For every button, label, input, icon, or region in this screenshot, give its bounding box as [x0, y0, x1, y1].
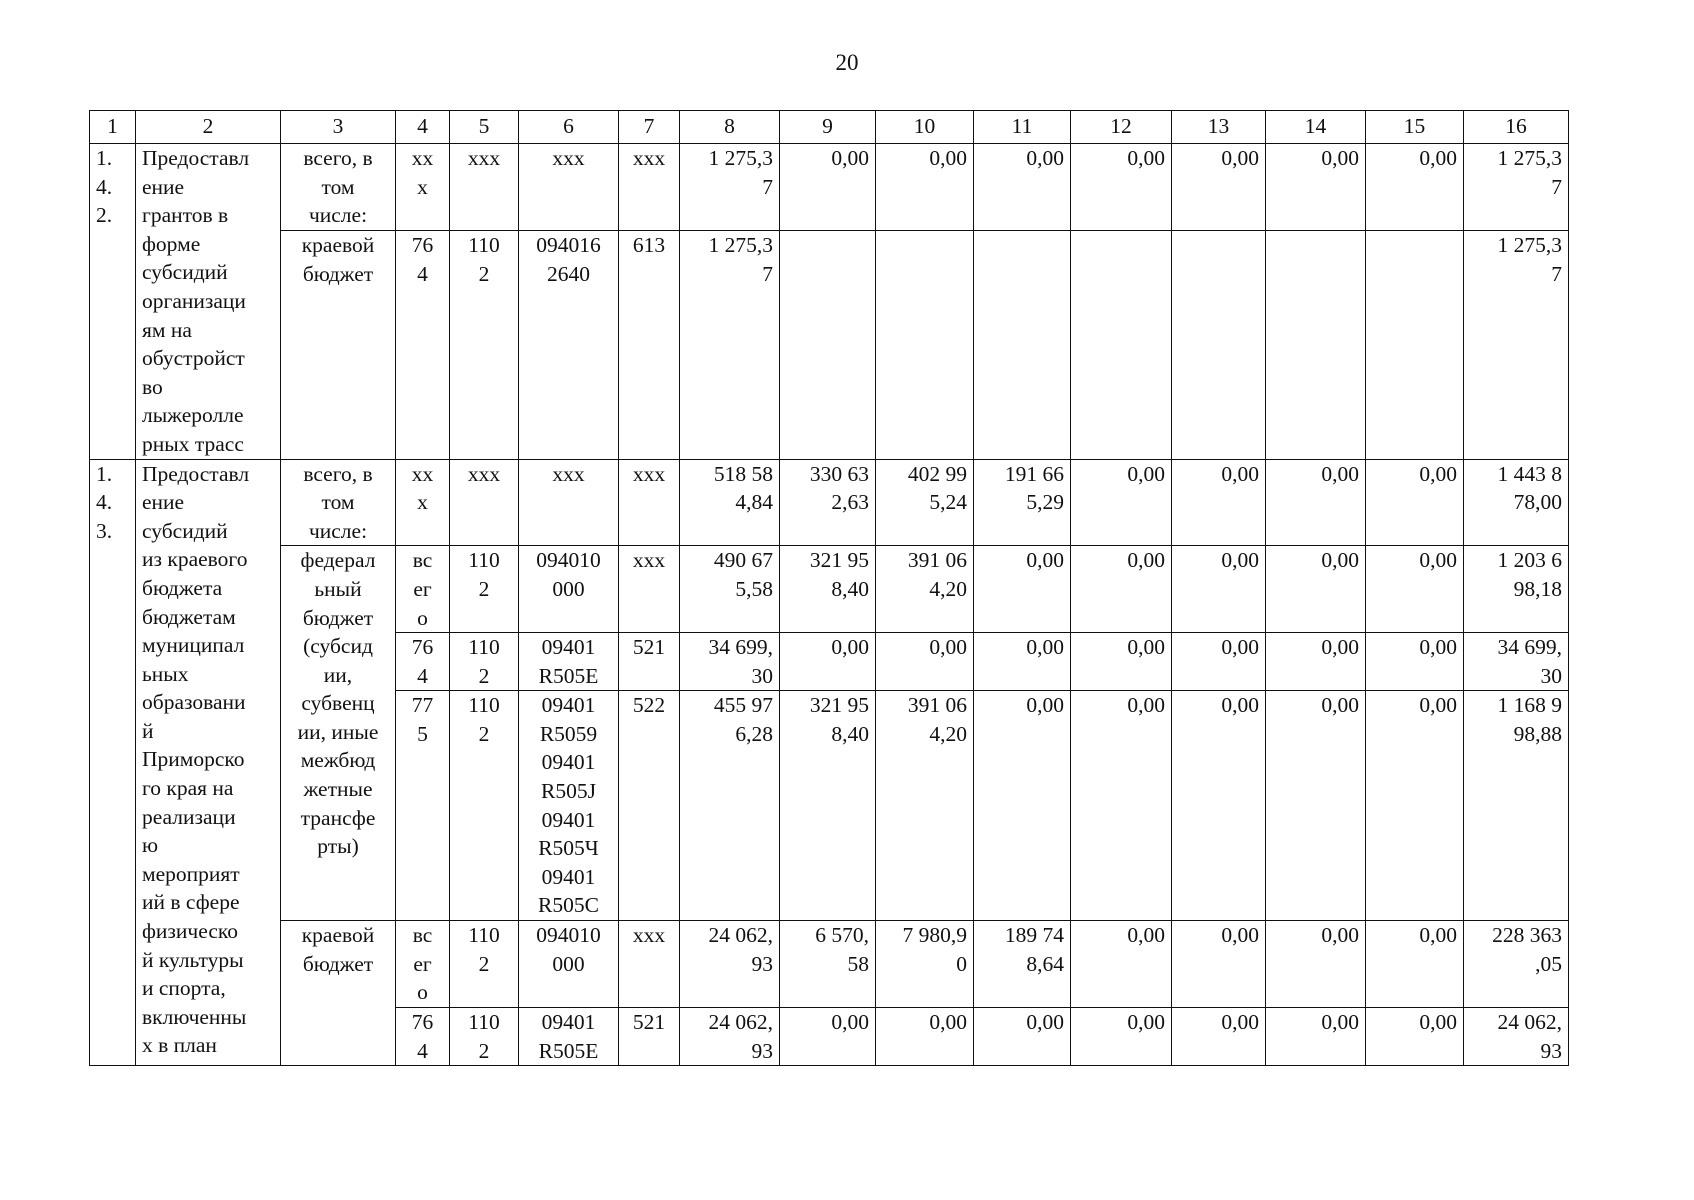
- cell-col16: 24 062, 93: [1464, 1008, 1569, 1066]
- cell-col15: [1366, 231, 1464, 459]
- cell-col9: 0,00: [780, 1008, 876, 1066]
- cell-col8: 455 97 6,28: [680, 691, 780, 921]
- header-row: [90, 111, 1569, 144]
- cell-col8: 24 062, 93: [680, 921, 780, 1008]
- cell-col11: 0,00: [974, 144, 1071, 231]
- cell-col4: 76 4: [396, 1008, 450, 1066]
- cell-col8: 1 275,3 7: [680, 231, 780, 459]
- cell-col6: 094010 000: [519, 921, 619, 1008]
- cell-col5: 110 2: [450, 633, 519, 691]
- table-row: [90, 459, 1569, 546]
- cell-col15: 0,00: [1366, 459, 1464, 546]
- header-cell: 9: [780, 111, 876, 144]
- cell-col8: 1 275,3 7: [680, 144, 780, 231]
- cell-col9: 321 95 8,40: [780, 691, 876, 921]
- header-cell: 6: [519, 111, 619, 144]
- cell-col7: ххх: [619, 921, 680, 1008]
- cell-col9: 0,00: [780, 144, 876, 231]
- cell-col13: 0,00: [1172, 1008, 1266, 1066]
- cell-col12: 0,00: [1071, 144, 1172, 231]
- cell-col5: ххх: [450, 459, 519, 546]
- item-number: 1. 4. 2.: [90, 144, 136, 460]
- cell-col15: 0,00: [1366, 691, 1464, 921]
- cell-col12: [1071, 231, 1172, 459]
- cell-col15: 0,00: [1366, 144, 1464, 231]
- cell-col10: 0,00: [876, 144, 974, 231]
- header-cell: 4: [396, 111, 450, 144]
- header-cell: 16: [1464, 111, 1569, 144]
- cell-col5: ххх: [450, 144, 519, 231]
- header-cell: 2: [136, 111, 281, 144]
- cell-col13: 0,00: [1172, 921, 1266, 1008]
- header-cell: 1: [90, 111, 136, 144]
- cell-col5: 110 2: [450, 921, 519, 1008]
- header-cell: 3: [281, 111, 396, 144]
- cell-col15: 0,00: [1366, 546, 1464, 633]
- cell-col14: 0,00: [1266, 633, 1366, 691]
- cell-col12: 0,00: [1071, 1008, 1172, 1066]
- cell-col6: 094016 2640: [519, 231, 619, 459]
- cell-col6: ххх: [519, 459, 619, 546]
- cell-col10: 0,00: [876, 1008, 974, 1066]
- table-row: [90, 144, 1569, 231]
- cell-col9: [780, 231, 876, 459]
- cell-col15: 0,00: [1366, 921, 1464, 1008]
- cell-col10: 0,00: [876, 633, 974, 691]
- item-number: 1. 4. 3.: [90, 459, 136, 1066]
- cell-col4: хх х: [396, 459, 450, 546]
- item-name: Предоставл ение грантов в форме субсидий организаци ям на обустройст во лыжеролле рных трасс: [136, 144, 281, 460]
- cell-col10: 402 99 5,24: [876, 459, 974, 546]
- cell-col14: 0,00: [1266, 1008, 1366, 1066]
- cell-col14: 0,00: [1266, 546, 1366, 633]
- cell-col11: 191 66 5,29: [974, 459, 1071, 546]
- table-row: [90, 921, 1569, 1008]
- cell-col6: 09401 R505E: [519, 1008, 619, 1066]
- cell-col7: 521: [619, 633, 680, 691]
- cell-col14: 0,00: [1266, 459, 1366, 546]
- cell-col13: 0,00: [1172, 691, 1266, 921]
- cell-col16: 1 275,3 7: [1464, 231, 1569, 459]
- cell-col11: 0,00: [974, 691, 1071, 921]
- funding-source: краевой бюджет: [281, 921, 396, 1066]
- cell-col6: 09401 R5059 09401 R505J 09401 R505Ч 09401 R505C: [519, 691, 619, 921]
- table-row: [90, 546, 1569, 633]
- cell-col12: 0,00: [1071, 691, 1172, 921]
- cell-col5: 110 2: [450, 1008, 519, 1066]
- cell-col12: 0,00: [1071, 633, 1172, 691]
- cell-col5: 110 2: [450, 691, 519, 921]
- cell-col4: хх х: [396, 144, 450, 231]
- cell-col12: 0,00: [1071, 921, 1172, 1008]
- header-cell: 13: [1172, 111, 1266, 144]
- cell-col7: 521: [619, 1008, 680, 1066]
- header-cell: 12: [1071, 111, 1172, 144]
- cell-col11: 0,00: [974, 1008, 1071, 1066]
- header-cell: 15: [1366, 111, 1464, 144]
- cell-col5: 110 2: [450, 546, 519, 633]
- cell-col16: 1 275,3 7: [1464, 144, 1569, 231]
- cell-col16: 1 168 9 98,88: [1464, 691, 1569, 921]
- cell-col4: 76 4: [396, 231, 450, 459]
- cell-col15: 0,00: [1366, 1008, 1464, 1066]
- funding-source: краевой бюджет: [281, 231, 396, 459]
- cell-col7: ххх: [619, 144, 680, 231]
- cell-col8: 24 062, 93: [680, 1008, 780, 1066]
- header-cell: 8: [680, 111, 780, 144]
- header-cell: 10: [876, 111, 974, 144]
- header-cell: 5: [450, 111, 519, 144]
- cell-col10: 391 06 4,20: [876, 546, 974, 633]
- header-cell: 11: [974, 111, 1071, 144]
- cell-col11: 189 74 8,64: [974, 921, 1071, 1008]
- cell-col13: 0,00: [1172, 144, 1266, 231]
- cell-col12: 0,00: [1071, 459, 1172, 546]
- cell-col10: [876, 231, 974, 459]
- cell-col9: 6 570, 58: [780, 921, 876, 1008]
- cell-col11: [974, 231, 1071, 459]
- cell-col10: 7 980,9 0: [876, 921, 974, 1008]
- cell-col9: 330 63 2,63: [780, 459, 876, 546]
- item-name: Предоставл ение субсидий из краевого бюджета бюджетам муниципал ьных образовани й Приморско го края на реализаци ю мероприят ий в сфере физическо й культуры и спорта, включенны х в план: [136, 459, 281, 1066]
- cell-col4: 77 5: [396, 691, 450, 921]
- cell-col16: 34 699, 30: [1464, 633, 1569, 691]
- cell-col5: 110 2: [450, 231, 519, 459]
- cell-col14: [1266, 231, 1366, 459]
- cell-col7: 613: [619, 231, 680, 459]
- funding-source: федерал ьный бюджет (субсид ии, субвенц ии, иные межбюд жетные трансфе рты): [281, 546, 396, 921]
- cell-col6: 094010 000: [519, 546, 619, 633]
- cell-col15: 0,00: [1366, 633, 1464, 691]
- cell-col13: 0,00: [1172, 546, 1266, 633]
- cell-col8: 490 67 5,58: [680, 546, 780, 633]
- cell-col13: 0,00: [1172, 633, 1266, 691]
- cell-col9: 0,00: [780, 633, 876, 691]
- cell-col8: 34 699, 30: [680, 633, 780, 691]
- page-number: 20: [835, 50, 859, 75]
- cell-col4: 76 4: [396, 633, 450, 691]
- cell-col4: вс ег о: [396, 921, 450, 1008]
- cell-col6: 09401 R505E: [519, 633, 619, 691]
- cell-col13: 0,00: [1172, 459, 1266, 546]
- cell-col7: ххх: [619, 546, 680, 633]
- cell-col8: 518 58 4,84: [680, 459, 780, 546]
- cell-col16: 1 203 6 98,18: [1464, 546, 1569, 633]
- cell-col14: 0,00: [1266, 144, 1366, 231]
- cell-col10: 391 06 4,20: [876, 691, 974, 921]
- funding-source: всего, в том числе:: [281, 144, 396, 231]
- cell-col13: [1172, 231, 1266, 459]
- cell-col11: 0,00: [974, 546, 1071, 633]
- cell-col4: вс ег о: [396, 546, 450, 633]
- header-cell: 7: [619, 111, 680, 144]
- header-cell: 14: [1266, 111, 1366, 144]
- cell-col7: 522: [619, 691, 680, 921]
- cell-col9: 321 95 8,40: [780, 546, 876, 633]
- cell-col16: 1 443 8 78,00: [1464, 459, 1569, 546]
- budget-table: [89, 110, 1569, 1066]
- cell-col12: 0,00: [1071, 546, 1172, 633]
- cell-col16: 228 363 ,05: [1464, 921, 1569, 1008]
- cell-col6: ххх: [519, 144, 619, 231]
- cell-col14: 0,00: [1266, 691, 1366, 921]
- cell-col7: ххх: [619, 459, 680, 546]
- cell-col11: 0,00: [974, 633, 1071, 691]
- cell-col14: 0,00: [1266, 921, 1366, 1008]
- table-row: [90, 231, 1569, 459]
- funding-source: всего, в том числе:: [281, 459, 396, 546]
